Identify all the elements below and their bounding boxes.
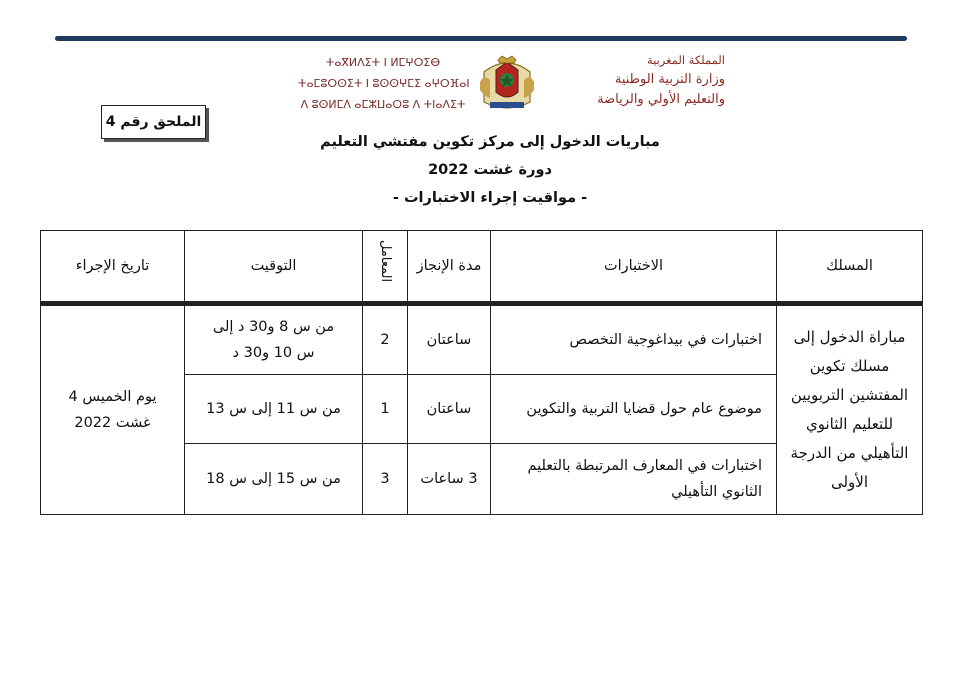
exam-schedule-table [40,230,923,515]
header-duration: مدة الإنجاز [408,231,491,304]
cell-test: اختبارات في المعارف المرتبطة بالتعليم الثانوي التأهيلي [491,444,777,515]
header-coefficient-label: المعامل [378,240,393,283]
annex-label-box [101,105,206,139]
table-header-row [41,231,923,304]
header-track: المسلك [777,231,923,304]
cell-coefficient: 1 [363,375,408,444]
tifinagh-line: ⵜⴰⴳⵍⴷⵉⵜ ⵏ ⵍⵎⵖⵔⵉⴱ [325,56,441,69]
tifinagh-ministry-header [298,52,468,115]
title-exam-name: مباريات الدخول إلى مركز تكوين مفتشي التعليم [320,134,660,150]
table-row [41,304,923,375]
header-timing: التوقيت [185,231,363,304]
annex-label: الملحق رقم 4 [105,114,202,130]
title-session: دورة غشت 2022 [428,162,552,178]
document-titles [260,128,720,212]
cell-duration: 3 ساعات [408,444,491,515]
header-tests: الاختبارات [491,231,777,304]
cell-test: اختبارات في بيداغوجية التخصص [491,304,777,375]
top-divider-line [55,36,907,41]
cell-timing: من س 11 إلى س 13 [185,375,363,444]
tifinagh-line: ⵜⴰⵎⵓⵔⵙⵉⵜ ⵏ ⵓⵙⵙⵖⵎⵉ ⴰⵖⵔⴼⴰⵏ [298,77,470,90]
arabic-header-line: والتعليم الأولي والرياضة [597,92,725,107]
cell-timing: من س 15 إلى س 18 [185,444,363,515]
cell-duration: ساعتان [408,304,491,375]
cell-coefficient: 2 [363,304,408,375]
coat-of-arms-icon [476,52,538,114]
arabic-header-line: وزارة التربية الوطنية [614,72,725,87]
cell-test: موضوع عام حول قضايا التربية والتكوين [491,375,777,444]
header-date: تاريخ الإجراء [41,231,185,304]
tifinagh-line: ⴷ ⵓⵙⵍⵎⴷ ⴰⵎⵣⵡⴰⵔⵓ ⴷ ⵜⵏⴰⴷⵉⵜ [300,98,466,111]
cell-date: يوم الخميس 4 غشت 2022 [41,304,185,515]
title-schedule: - مواقيت إجراء الاختبارات - [392,190,588,206]
cell-timing: من س 8 و30 د إلى س 10 و30 د [185,304,363,375]
cell-coefficient: 3 [363,444,408,515]
arabic-ministry-header [545,50,725,110]
cell-track: مباراة الدخول إلى مسلك تكوين المفتشين التربويين للتعليم الثانوي التأهيلي من الدرجة الأولى [777,304,923,515]
cell-duration: ساعتان [408,375,491,444]
header-coefficient [363,231,408,304]
arabic-header-line: المملكة المغربية [646,53,725,67]
